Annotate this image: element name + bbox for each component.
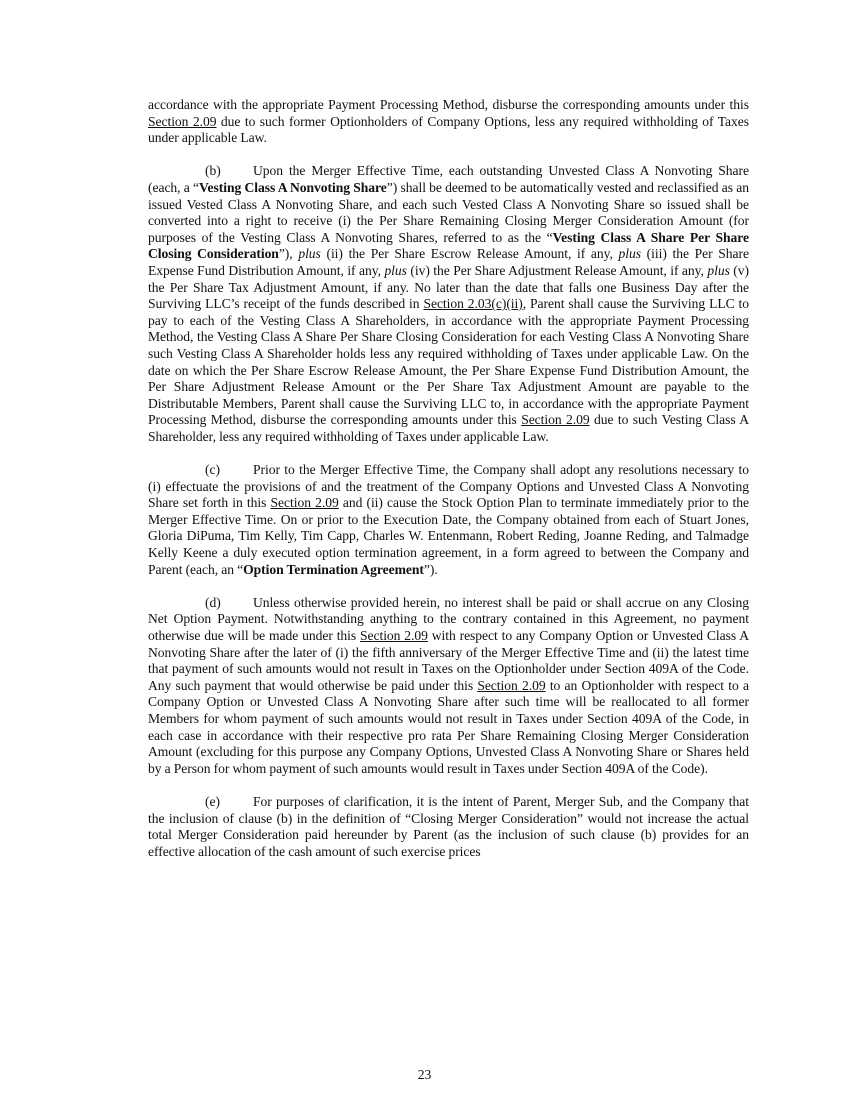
paragraph-b: [148, 163, 749, 445]
section-reference: Section 2.09: [148, 113, 217, 129]
section-reference: Section 2.09: [270, 495, 339, 511]
body-text: to an Optionholder with respect to a Company Option or Unvested Class A Nonvoting Share after such time will be reallocated to all former Members for whom payment of such amounts would not result in Taxes under Section 409A of the Code, in each case in accordance with their respective pro rata Per Share Remaining Closing Merger Consideration Amount (excluding for this purpose any Company Options, Unvested Class A Nonvoting Share or Shares held by a Person for whom payment of such amounts would result in Taxes under Section 409A of the Code).: [148, 677, 749, 776]
clause-label: (d): [205, 594, 221, 610]
body-text: (v) the Per Share Tax Adjustment Amount, if any. No later than the date that falls one Business Day after the Surviving LLC’s receipt of the funds described in: [148, 262, 749, 312]
emphasis-text: plus: [298, 246, 321, 262]
body-text: , Parent shall cause the Surviving LLC to pay to each of the Vesting Class A Shareholders, in accordance with the appropriate Payment Processing Method, the Vesting Class A Share Per Share Closing Consideration for each Vesting Class A Nonvoting Share such Vesting Class A Shareholder holds less any required withholding of Taxes under applicable Law. On the date on which the Per Share Escrow Release Amount, the Per Share Expense Fund Distribution Amount, the Per Share Adjustment Release Amount or the Per Share Tax Adjustment Amount are payable to the Distributable Members, Parent shall cause the Surviving LLC to, in accordance with the appropriate Payment Processing Method, disburse the corresponding amounts under this: [148, 296, 749, 428]
page-number: 23: [417, 1067, 432, 1082]
section-reference: Section 2.09: [360, 628, 428, 643]
body-text: due to such Vesting Class A Shareholder, less any required withholding of Taxes under applicable Law.: [148, 412, 749, 444]
body-text: Unless otherwise provided herein, no interest shall be paid or shall accrue on any Closing Net Option Payment. Notwithstanding anything to the contrary contained in this Agreement, no payment otherwise due will be made under this: [148, 594, 749, 643]
body-text: (ii) the Per Share Escrow Release Amount, if any,: [320, 246, 619, 262]
defined-term: Option Termination Agreement: [243, 561, 424, 577]
emphasis-text: plus: [707, 262, 730, 278]
emphasis-text: plus: [384, 262, 407, 278]
clause-label: (c): [205, 462, 220, 478]
emphasis-text: plus: [618, 246, 641, 262]
paragraph-c: [148, 462, 749, 578]
document-body: [148, 97, 749, 860]
body-text: ”) shall be deemed to be automatically vested and reclassified as an issued Vested Class A Nonvoting Share, and each such Vested Class A Nonvoting Share so issued shall be converted into a right to receive (i) the Per Share Remaining Closing Merger Consideration Amount (for purposes of the Vesting Class A Nonvoting Shares, referred to as the “: [148, 179, 749, 245]
clause-label: (b): [205, 163, 221, 179]
paragraph-continuation: [148, 97, 749, 147]
body-text: Upon the Merger Effective Time, each outstanding Unvested Class A Nonvoting Share (each, a “: [148, 163, 749, 195]
body-text: (iii) the Per Share Expense Fund Distribution Amount, if any,: [148, 246, 749, 278]
body-text: ”).: [423, 561, 438, 577]
body-text: with respect to any Company Option or Unvested Class A Nonvoting Share after the later of (i) the fifth anniversary of the Merger Effective Time and (ii) the latest time that payment of such amounts would not result in Taxes on the Optionholder under Section 409A of the Code. Any such payment that would otherwise be paid under this: [148, 628, 749, 693]
defined-term: Vesting Class A Share Per Share Closing Consideration: [148, 229, 749, 262]
body-text: Prior to the Merger Effective Time, the Company shall adopt any resolutions necessary to (i) effectuate the provisions of and the treatment of the Company Options and Unvested Class A Nonvoting Share set forth in this: [148, 462, 749, 511]
section-reference: Section 2.03(c)(ii): [423, 296, 523, 312]
paragraph-d: [148, 595, 749, 778]
section-reference: Section 2.09: [521, 412, 590, 428]
body-text: due to such former Optionholders of Company Options, less any required withholding of Taxes under applicable Law.: [148, 113, 749, 146]
body-text: accordance with the appropriate Payment Processing Method, disburse the corresponding amounts under this: [148, 97, 749, 112]
paragraph-e: [148, 794, 749, 860]
body-text: For purposes of clarification, it is the intent of Parent, Merger Sub, and the Company that the inclusion of clause (b) in the definition of “Closing Merger Consideration” would not increase the actual total Merger Consideration paid hereunder by Parent (as the inclusion of such clause (b) provides for an effective allocation of the cash amount of such exercise prices: [148, 793, 749, 859]
body-text: and (ii) cause the Stock Option Plan to terminate immediately prior to the Merger Effective Time. On or prior to the Execution Date, the Company obtained from each of Stuart Jones, Gloria DiPuma, Tim Kelly, Tim Capp, Charles W. Entenmann, Robert Reding, Joanne Reding, and Talmadge Kelly Keene a duly executed option termination agreement, in a form agreed to between the Company and Parent (each, an “: [148, 495, 749, 577]
clause-label: (e): [205, 793, 220, 809]
body-text: (iv) the Per Share Adjustment Release Amount, if any,: [406, 262, 708, 278]
section-reference: Section 2.09: [477, 677, 546, 693]
body-text: ”),: [278, 246, 299, 262]
defined-term: Vesting Class A Nonvoting Share: [199, 179, 387, 195]
